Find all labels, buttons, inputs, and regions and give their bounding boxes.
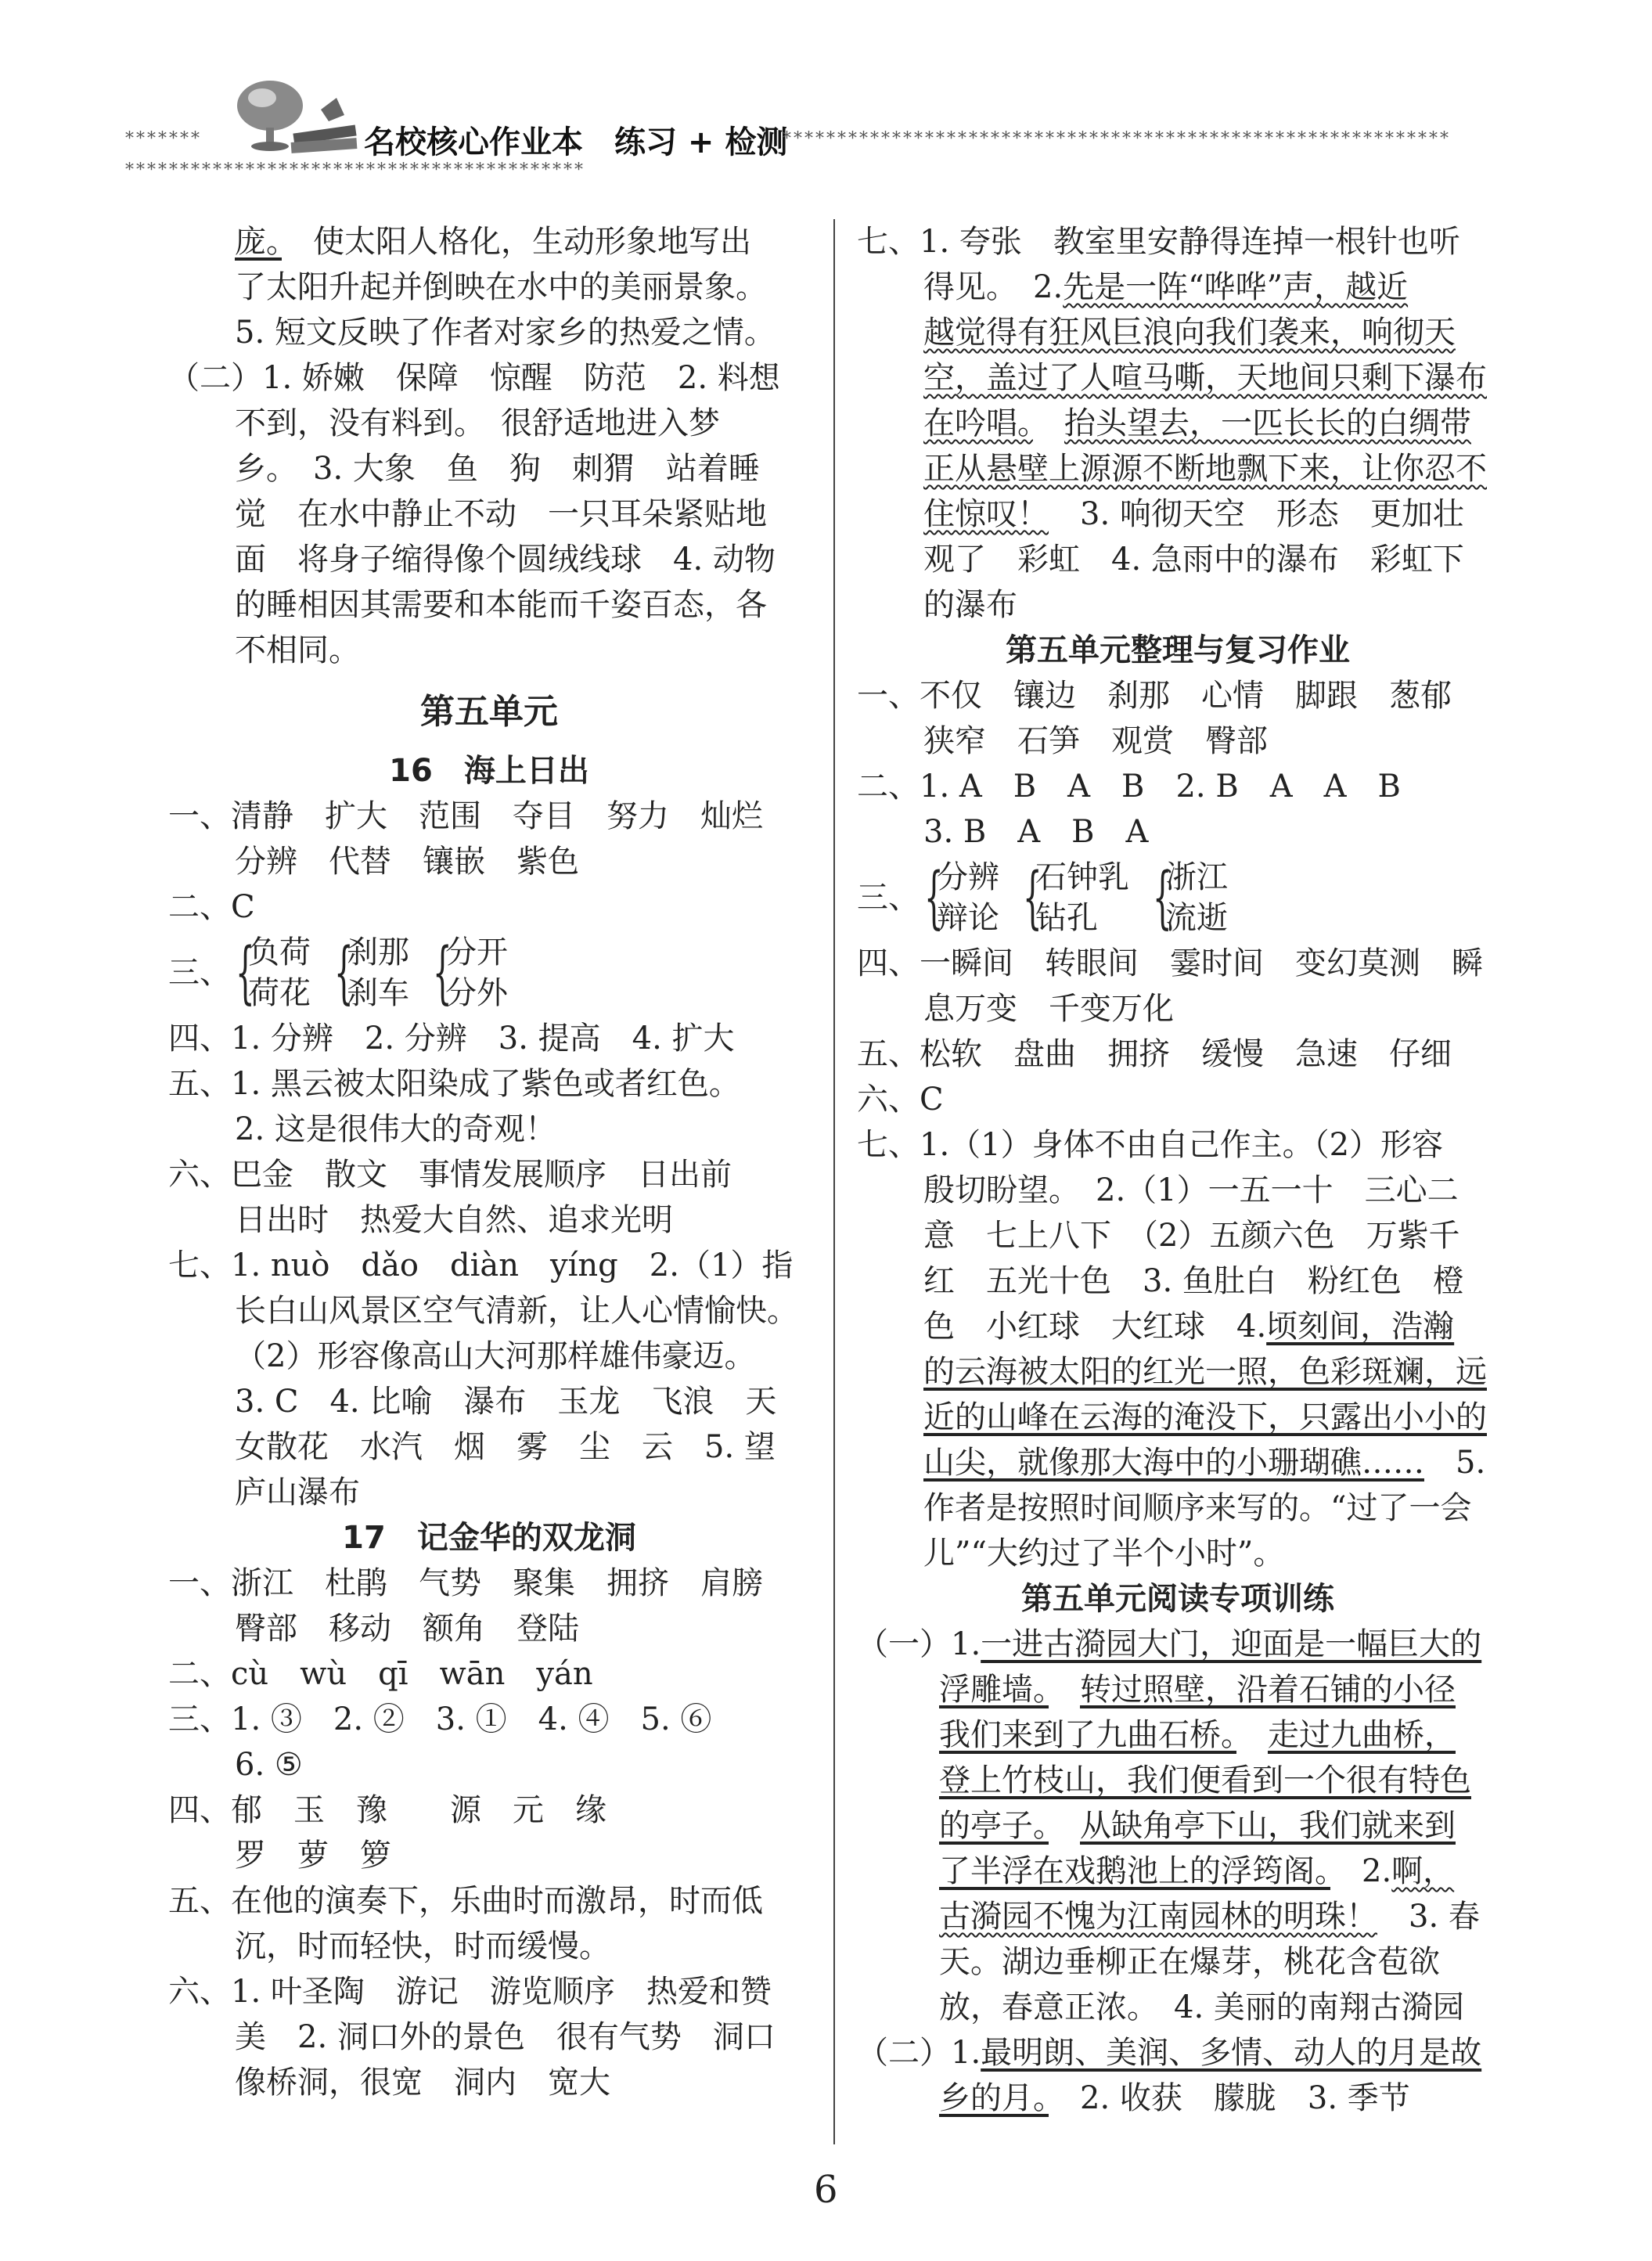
section-title: 第五单元阅读专项训练 — [1021, 1581, 1334, 1617]
answer-line: 不相同。 — [235, 632, 360, 668]
brace-item: 刹那 — [347, 934, 409, 970]
answer-text: 我们来到了九曲石桥。 — [939, 1717, 1236, 1753]
brace-item: 石钟乳 — [1035, 859, 1129, 895]
page-number: 6 — [814, 2168, 838, 2212]
answer-line: 意 七上八下 （2）五颜六色 万紫千 — [923, 1218, 1460, 1254]
brace-item: 荷花 — [248, 975, 311, 1011]
answer-line: 七、1. nuò dǎo diàn yíng 2.（1）指 — [168, 1248, 794, 1284]
answer-line: 不到，没有料到。 很舒适地进入梦 — [235, 405, 720, 441]
answer-text: 近的山峰在云海的淹没下，只露出小小的 — [923, 1399, 1487, 1435]
brace-item: 流逝 — [1165, 900, 1228, 936]
answer-line: 长白山风景区空气清新，让人心情愉快。 — [235, 1293, 798, 1329]
answer-text: 住惊叹！ — [923, 496, 1049, 532]
answer-line: 息万变 千变万化 — [923, 991, 1174, 1027]
answer-line: 二、cù wù qī wān yán — [168, 1656, 593, 1692]
section-title: 第五单元整理与复习作业 — [1006, 632, 1350, 668]
answer-line: 天。湖边垂柳正在爆芽，桃花含苞欲 — [939, 1944, 1440, 1980]
answer-line: 二、1. A B A B 2. B A A B — [857, 769, 1401, 805]
answer-text: 的云海被太阳的红光一照，色彩斑斓，远 — [923, 1354, 1487, 1390]
answer-line: 了太阳升起并倒映在水中的美丽景象。 — [235, 269, 767, 305]
header-stars-second: ****************************************** — [125, 160, 585, 180]
answer-line: 3. C 4. 比喻 瀑布 玉龙 飞浪 天 — [235, 1384, 777, 1420]
answer-text: 越觉得有狂风巨浪向我们袭来，响彻天 — [923, 315, 1456, 351]
brace-item: 辩论 — [937, 900, 999, 936]
answer-text: 得见。 2. — [923, 269, 1064, 305]
answer-line: 觉 在水中静止不动 一只耳朵紧贴地 — [235, 496, 767, 532]
brace-item: 分开 — [445, 934, 508, 970]
lesson-title: 17 记金华的双龙洞 — [342, 1520, 636, 1556]
answer-line: 女散花 水汽 烟 雾 尘 云 5. 望 — [235, 1429, 776, 1465]
page-header — [125, 74, 1534, 192]
answer-text: 2. 收获 朦胧 3. 季节 — [1049, 2080, 1410, 2116]
answer-text: 顷刻间，浩瀚 — [1266, 1309, 1455, 1345]
answer-text: 乡的月。 — [939, 2080, 1049, 2116]
answer-line: 二、C — [168, 889, 255, 925]
answer-text: 庞。 — [235, 224, 282, 260]
answer-text: 最明朗、美润、多情、动人的月是故 — [981, 2035, 1482, 2071]
answer-line: 观了 彩虹 4. 急雨中的瀑布 彩虹下 — [923, 542, 1464, 578]
brace-item: 钻孔 — [1035, 900, 1098, 936]
answer-line: 沉，时而轻快，时而缓慢。 — [235, 1928, 610, 1964]
answer-line: 作者是按照时间顺序来写的。“过了一会 — [923, 1490, 1472, 1526]
answer-line: 5. 短文反映了作者对家乡的热爱之情。 — [235, 315, 776, 351]
answer-line: 罗 萝 箩 — [235, 1838, 391, 1874]
answer-line: 四、一瞬间 转眼间 霎时间 变幻莫测 瞬 — [857, 945, 1483, 981]
answer-line: 四、郁 玉 豫 源 元 缘 — [168, 1792, 606, 1828]
answer-line: 放，春意正浓。 4. 美丽的南翔古漪园 — [939, 1989, 1464, 2025]
answer-line: 一、清静 扩大 范围 夺目 努力 灿烂 — [168, 798, 763, 834]
brace-item: 刹车 — [347, 975, 409, 1011]
answer-line: 面 将身子缩得像个圆绒线球 4. 动物 — [235, 542, 776, 578]
column-divider — [833, 219, 835, 2144]
answer-text: 空，盖过了人喧马嘶，天地间只剩下瀑布 — [923, 360, 1487, 396]
answer-text: 正从悬壁上源源不断地飘下来，让你忍不 — [923, 451, 1487, 487]
brace-item: 分辨 — [937, 859, 999, 895]
answer-text: 在吟唱。 — [923, 405, 1033, 441]
answer-line: 五、1. 黑云被太阳染成了紫色或者红色。 — [168, 1066, 740, 1102]
answer-text: 一进古漪园大门，迎面是一幅巨大的 — [981, 1626, 1482, 1662]
answer-line: 七、1.（1）身体不由自己作主。（2）形容 — [857, 1127, 1444, 1163]
answer-text: 3. 响彻天空 形态 更加壮 — [1049, 496, 1464, 532]
answer-text: 啊， — [1391, 1853, 1455, 1889]
answer-line: 6. ⑤ — [235, 1747, 303, 1783]
answer-text: （二）1. — [857, 2035, 981, 2071]
answer-text: 了半浮在戏鹅池上的浮筠阁。 — [939, 1853, 1330, 1889]
answer-text: 5. — [1424, 1445, 1486, 1481]
unit-title: 第五单元 — [420, 692, 558, 732]
answer-line: 日出时 热爱大自然、追求光明 — [235, 1202, 673, 1238]
brace-group-line: 三、 { 分辨 辩论 { 石钟乳 钻孔 { 浙江 流逝 — [857, 859, 1228, 937]
answer-line: 四、1. 分辨 2. 分辨 3. 提高 4. 扩大 — [168, 1021, 735, 1057]
answer-text: （一）1. — [857, 1626, 981, 1662]
answer-line: 庐山瀑布 — [235, 1474, 360, 1510]
answer-label: 三、 — [168, 955, 231, 991]
answer-line: 3. B A B A — [923, 814, 1149, 850]
right-column — [857, 219, 1499, 2121]
answer-line: 的瀑布 — [923, 587, 1017, 623]
answer-line: 六、巴金 散文 事情发展顺序 日出前 — [168, 1157, 732, 1193]
answer-text: 先是一阵“哗哗”声，越近 — [1063, 269, 1409, 305]
answer-text: 登上竹枝山，我们便看到一个很有特色 — [939, 1762, 1471, 1798]
answer-text: 使太阳人格化，生动形象地写出 — [313, 224, 751, 260]
brace-item: 浙江 — [1165, 859, 1228, 895]
answer-line: 一、浙江 杜鹃 气势 聚集 拥挤 肩膀 — [168, 1565, 763, 1601]
answer-line: 六、C — [857, 1082, 944, 1118]
answer-text: 的亭子。 — [939, 1808, 1049, 1844]
answer-line: 三、1. ③ 2. ② 3. ① 4. ④ 5. ⑥ — [168, 1701, 712, 1737]
answer-text: 从缺角亭下山，我们就来到 — [1080, 1808, 1456, 1844]
header-stars-left: ******* — [125, 129, 202, 149]
answer-text: 3. 春 — [1377, 1899, 1480, 1935]
answer-line: 一、不仅 镶边 刹那 心情 脚跟 葱郁 — [857, 678, 1452, 714]
answer-line: 狭窄 石笋 观赏 臀部 — [923, 723, 1268, 759]
answer-line: 的睡相因其需要和本能而千姿百态，各 — [235, 587, 767, 623]
answer-line: 红 五光十色 3. 鱼肚白 粉红色 橙 — [923, 1263, 1464, 1299]
answer-line: 五、松软 盘曲 拥挤 缓慢 急速 仔细 — [857, 1036, 1452, 1072]
answer-text: 2. — [1330, 1853, 1392, 1889]
answer-line: 五、在他的演奏下，乐曲时而激昂，时而低 — [168, 1883, 763, 1919]
answer-line: 六、1. 叶圣陶 游记 游览顺序 热爱和赞 — [168, 1974, 772, 2010]
answer-line: 像桥洞，很宽 洞内 宽大 — [235, 2065, 610, 2101]
left-column — [168, 219, 810, 2105]
header-stars-right: ************************************************************* — [783, 129, 1451, 149]
lesson-title: 16 海上日出 — [389, 753, 589, 789]
answer-label: 三、 — [857, 880, 920, 916]
answer-line: 2. 这是很伟大的奇观！ — [235, 1111, 556, 1147]
answer-line: 分辨 代替 镶嵌 紫色 — [235, 844, 579, 880]
brace-group-line: 三、 { 负荷 荷花 { 刹那 刹车 { 分开 分外 — [168, 934, 508, 1012]
answer-line: （2）形容像高山大河那样雄伟豪迈。 — [235, 1338, 756, 1374]
answer-text: 转过照壁，沿着石铺的小径 — [1080, 1672, 1456, 1708]
answer-line: （二）1. 娇嫩 保障 惊醒 防范 2. 料想 — [168, 360, 780, 396]
answer-text: 走过九曲桥， — [1268, 1717, 1456, 1753]
answer-line: 乡。 3. 大象 鱼 狗 刺猬 站着睡 — [235, 451, 760, 487]
answer-text: 色 小红球 大红球 4. — [923, 1309, 1267, 1345]
brand-title: 名校核心作业本 练习 + 检测 — [364, 124, 788, 160]
answer-line: 臀部 移动 额角 登陆 — [235, 1611, 579, 1647]
answer-text: 浮雕墙。 — [939, 1672, 1049, 1708]
answer-line: 美 2. 洞口外的景色 很有气势 洞口 — [235, 2019, 776, 2055]
brace-item: 分外 — [445, 975, 508, 1011]
brace-item: 负荷 — [248, 934, 311, 970]
answer-text: 山尖，就像那大海中的小珊瑚礁…… — [923, 1445, 1424, 1481]
answer-line: 殷切盼望。 2.（1）一五一十 三心二 — [923, 1172, 1459, 1208]
lamp-books-logo — [227, 74, 360, 160]
answer-line: 七、1. 夸张 教室里安静得连掉一根针也听 — [857, 224, 1460, 260]
answer-line: 儿”“大约过了半个小时”。 — [923, 1536, 1285, 1572]
answer-text: 古漪园不愧为江南园林的明珠！ — [939, 1899, 1377, 1935]
answer-text: 抬头望去，一匹长长的白绸带 — [1064, 405, 1471, 441]
